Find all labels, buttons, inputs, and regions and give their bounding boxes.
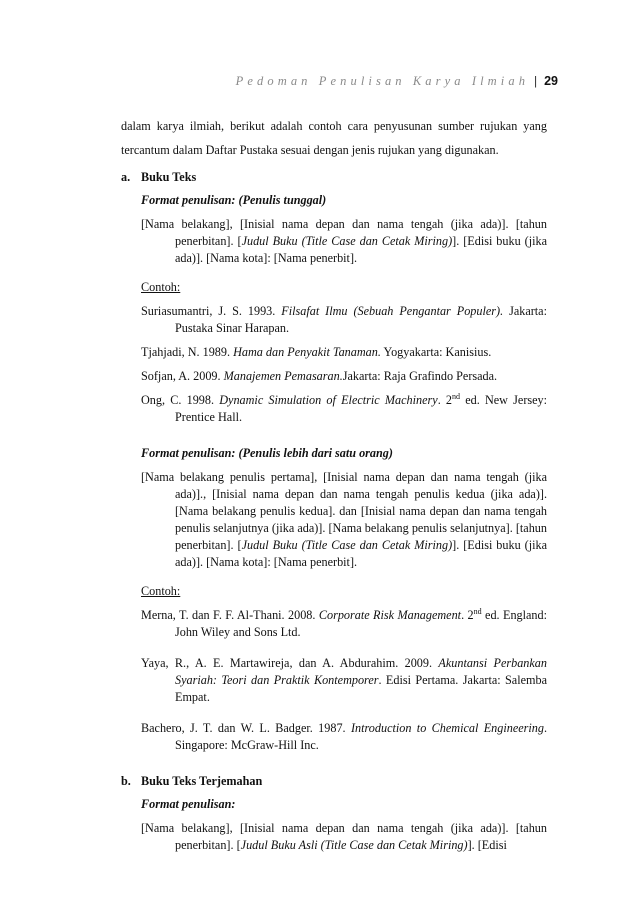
reference-entry [141,655,547,706]
reference-author-year: Tjahjadi, N. 1989. [141,345,234,359]
examples-list-multi-author [141,607,547,754]
reference-entry [141,368,547,385]
intro-paragraph-line-1: dalam karya ilmiah, berikut adalah contoh cara penyusunan sumber rujukan yang [121,119,547,133]
reference-entry [141,303,547,337]
section-a-body [141,192,547,754]
format-text-end: ]. [Edisi [467,838,507,852]
intro-paragraph-line-2: tercantum dalam Daftar Pustaka sesuai dengan jenis rujukan yang digunakan. [121,143,499,157]
reference-title: Dynamic Simulation of Electric Machinery [219,393,438,407]
reference-author-year: Sofjan, A. 2009. [141,369,224,383]
format-heading-single-author: Format penulisan: (Penulis tunggal) [141,193,327,207]
reference-publisher: ed. New Jersey: Prentice Hall. [175,393,548,424]
reference-title: Corporate Risk Management [318,608,462,622]
reference-entry [141,720,547,754]
reference-author-year: Bachero, J. T. dan W. L. Badger. 1987. [141,721,351,735]
reference-details: Jakarta: Pustaka Sinar Harapan. [175,304,547,335]
reference-details: . 2 [461,608,474,622]
reference-entry [141,392,547,426]
format-italic-text: Judul Buku (Title Case dan Cetak Miring) [241,234,453,248]
reference-edition-suffix: nd [473,606,482,616]
reference-details: . 2 [437,393,453,407]
format-text: [Nama belakang penulis pertama], [Inisial nama depan dan nama tengah (jika ada)]., [Inisial nama depan dan nama tengah penulis kedua (jika ada)]. [Nama belakang penulis kedua]. dan [Inisial nama depan dan nama tengah penulis selanjutnya (jika ada)]. [Nama belakang penulis selanjutnya]. [tahun penerbitan]. [ [141,470,547,552]
reference-details: Jakarta: Raja Grafindo Persada. [342,369,498,383]
running-header-title: Pedoman Penulisan Karya Ilmiah [235,74,530,88]
reference-entry [141,607,547,641]
format-text-end: ]. [Edisi buku (jika ada)]. [Nama kota]: [Nama penerbit]. [175,538,547,569]
reference-title: Manajemen Pemasaran. [223,369,343,383]
reference-title: Hama dan Penyakit Tanaman. [233,345,381,359]
reference-author-year: Ong, C. 1998. [141,393,220,407]
format-italic-text: Judul Buku Asli (Title Case dan Cetak Miring) [240,838,468,852]
section-b-body [141,796,547,854]
reference-details: Yogyakarta: Kanisius. [380,345,492,359]
section-a-title: Buku Teks [141,170,197,184]
section-b-label: b. [121,774,131,788]
format-template-multi-author [141,469,547,571]
reference-title: Filsafat Ilmu (Sebuah Pengantar Populer). [281,304,504,318]
header-separator: | [534,74,537,88]
reference-edition-suffix: nd [452,391,461,401]
reference-author-year: Yaya, R., A. E. Martawireja, dan A. Abdurahim. 2009. [141,656,439,670]
running-header [236,74,558,89]
reference-entry [141,344,547,361]
page-body [121,118,547,854]
format-heading-translation: Format penulisan: [141,797,236,811]
examples-label: Contoh: [141,280,181,294]
format-text: [Nama belakang], [Inisial nama depan dan nama tengah (jika ada)]. [tahun penerbitan]. [ [141,821,547,852]
format-italic-text: Judul Buku (Title Case dan Cetak Miring) [241,538,453,552]
reference-details: . Singapore: McGraw-Hill Inc. [175,721,548,752]
section-a-label: a. [121,170,131,184]
section-b-heading [121,773,547,790]
format-text: [Nama belakang], [Inisial nama depan dan nama tengah (jika ada)]. [tahun penerbitan]. [ [141,217,547,248]
examples-label: Contoh: [141,584,181,598]
examples-list-single-author [141,303,547,426]
reference-title: Introduction to Chemical Engineering [350,721,544,735]
section-b-title: Buku Teks Terjemahan [141,774,263,788]
page-number: 29 [544,74,558,88]
format-template-translation [141,820,547,854]
format-text-end: ]. [Edisi buku (jika ada)]. [Nama kota]: [Nama penerbit]. [175,234,547,265]
format-template-single-author [141,216,547,267]
format-heading-multi-author: Format penulisan: (Penulis lebih dari satu orang) [141,446,393,460]
reference-author-year: Suriasumantri, J. S. 1993. [141,304,282,318]
section-a-heading [121,169,547,186]
reference-publisher: ed. England: John Wiley and Sons Ltd. [175,608,548,639]
reference-details: . Edisi Pertama. Jakarta: Salemba Empat. [175,673,547,704]
reference-title: Akuntansi Perbankan Syariah: Teori dan Praktik Kontemporer [175,656,547,687]
reference-author-year: Merna, T. dan F. F. Al-Thani. 2008. [141,608,319,622]
